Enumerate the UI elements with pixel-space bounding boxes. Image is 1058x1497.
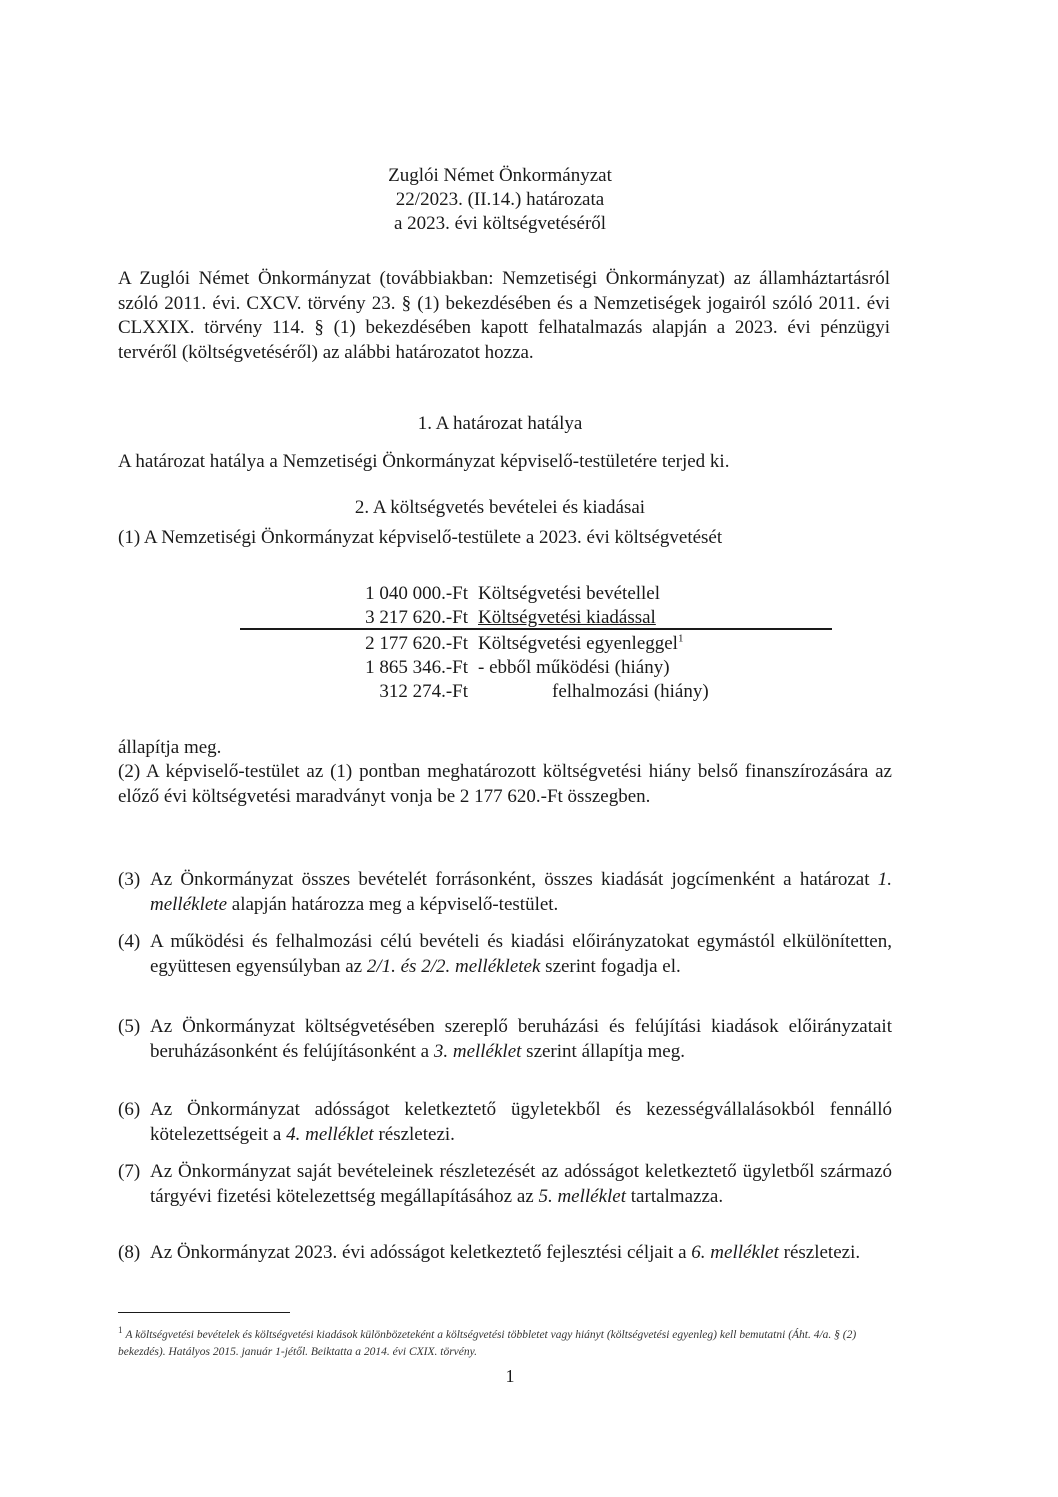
- list-item-number: (5): [118, 1016, 141, 1037]
- annex-reference: 2/1. és 2/2. mellékletek: [366, 955, 541, 977]
- footnote: [118, 1322, 898, 1361]
- annex-reference: 4. melléklet: [286, 1123, 374, 1145]
- document-title-line-3: a 2023. évi költségvetéséről: [393, 213, 607, 234]
- budget-row-operating: [240, 656, 840, 680]
- list-item: [118, 930, 892, 979]
- budget-row-expenditure: [240, 606, 840, 630]
- list-item-text: Az Önkormányzat 2023. évi adósságot keletkeztető fejlesztési céljait a 6. melléklet részletezi.: [150, 1242, 861, 1263]
- list-item-number: (7): [118, 1161, 141, 1182]
- list-item: [118, 1015, 892, 1064]
- page-number: 1: [505, 1366, 515, 1386]
- budget-row-capital: [240, 680, 840, 704]
- section-1-text: A határozat hatálya a Nemzetiségi Önkormányzat képviselő-testületére terjed ki.: [118, 451, 730, 472]
- document-title-line-1: Zuglói Német Önkormányzat: [388, 165, 612, 186]
- list-item-number: (3): [118, 869, 141, 890]
- list-item: [118, 1098, 892, 1147]
- footnote-text: A költségvetési bevételek és költségvetési kiadások különbözeteként a költségvetési többletet vagy hiányt (költségvetési egyenleg) kell bemutatni (Áht. 4/a. § (2) bekezdés). Hatályos 2015. január 1-jétől. Beiktatta a 2014. évi CXIX. törvény.: [118, 1328, 857, 1358]
- budget-label: Költségvetési bevétellel: [478, 583, 661, 604]
- list-item: [118, 1160, 892, 1209]
- budget-amount: 1 865 346.-Ft: [365, 657, 468, 678]
- section-2-paragraph-1: (1) A Nemzetiségi Önkormányzat képviselő-testülete a 2023. évi költségvetését: [118, 527, 723, 548]
- budget-label: Költségvetési egyenleggel: [478, 633, 678, 654]
- annex-reference: 5. melléklet: [538, 1185, 627, 1207]
- list-item-number: (4): [118, 931, 141, 952]
- annex-reference: 3. melléklet: [433, 1040, 522, 1062]
- budget-label: Költségvetési kiadással: [478, 607, 656, 628]
- list-item-number: (8): [118, 1242, 141, 1263]
- footnote-separator: [118, 1312, 290, 1313]
- list-item-number: (6): [118, 1099, 141, 1120]
- list-item-text: A működési és felhalmozási célú bevételi és kiadási előirányzatokat egymástól elkülönítetten, együttesen egyensúlyban az 2/1. és 2/2. mellékletek szerint fogadja el.: [150, 931, 892, 977]
- section-1-heading: 1. A határozat hatálya: [417, 413, 583, 434]
- annex-reference: 1. melléklete: [150, 869, 892, 915]
- annex-reference: 6. melléklet: [691, 1242, 779, 1263]
- document-title-line-2: 22/2023. (II.14.) határozata: [395, 189, 605, 210]
- list-item: [118, 868, 892, 917]
- section-2-paragraph-2: (2) A képviselő-testület az (1) pontban meghatározott költségvetési hiány belső finanszírozására az előző évi költségvetési maradványt vonja be 2 177 620.-Ft összegben.: [118, 761, 892, 807]
- budget-label-with-footnote: [478, 632, 683, 656]
- footnote-mark: 1: [118, 1325, 123, 1335]
- intro-paragraph: A Zuglói Német Önkormányzat (továbbiakban: Nemzetiségi Önkormányzat) az államháztartásról szóló 2011. évi. CXCV. törvény 23. § (1) bekezdésében és a Nemzetiségek jogairól szóló 2011. évi CLXXIX. törvény 114. § (1) bekezdésében kapott felhatalmazás alapján a 2023. évi pénzügyi tervéről (költségvetéséről) az alábbi határozatot hozza.: [118, 268, 890, 363]
- budget-amount: 312 274.-Ft: [379, 681, 468, 702]
- list-item-text: Az Önkormányzat összes bevételét forrásonként, összes kiadását jogcímenként a határozat 1. melléklete alapján határozza meg a képviselő-testület.: [150, 869, 892, 915]
- list-item-text: Az Önkormányzat költségvetésében szereplő beruházási és felújítási kiadások előirányzatait beruházásonként és felújításonként a 3. melléklet szerint állapítja meg.: [150, 1016, 892, 1062]
- budget-closing-text: állapítja meg.: [118, 737, 222, 758]
- footnote-reference[interactable]: 1: [677, 632, 684, 645]
- budget-amount: 3 217 620.-Ft: [365, 607, 468, 628]
- list-item-text: Az Önkormányzat saját bevételeinek részletezését az adósságot keletkeztető ügyletből származó tárgyévi fizetési kötelezettség megállapításához az 5. melléklet tartalmazza.: [150, 1161, 892, 1207]
- list-item-text: Az Önkormányzat adósságot keletkeztető ügyletekből és kezességvállalásokból fennálló kötelezettségeit a 4. melléklet részletezi.: [150, 1099, 892, 1145]
- budget-sum-rule: [240, 628, 832, 630]
- budget-label: felhalmozási (hiány): [552, 681, 709, 702]
- budget-row-balance: [240, 632, 840, 656]
- section-2-heading: 2. A költségvetés bevételei és kiadásai: [354, 497, 646, 518]
- list-item: [118, 1241, 892, 1266]
- budget-row-revenue: [240, 582, 840, 606]
- budget-table: [240, 582, 840, 704]
- budget-amount: 2 177 620.-Ft: [365, 633, 468, 654]
- budget-label: - ebből működési (hiány): [478, 657, 670, 678]
- budget-amount: 1 040 000.-Ft: [365, 583, 468, 604]
